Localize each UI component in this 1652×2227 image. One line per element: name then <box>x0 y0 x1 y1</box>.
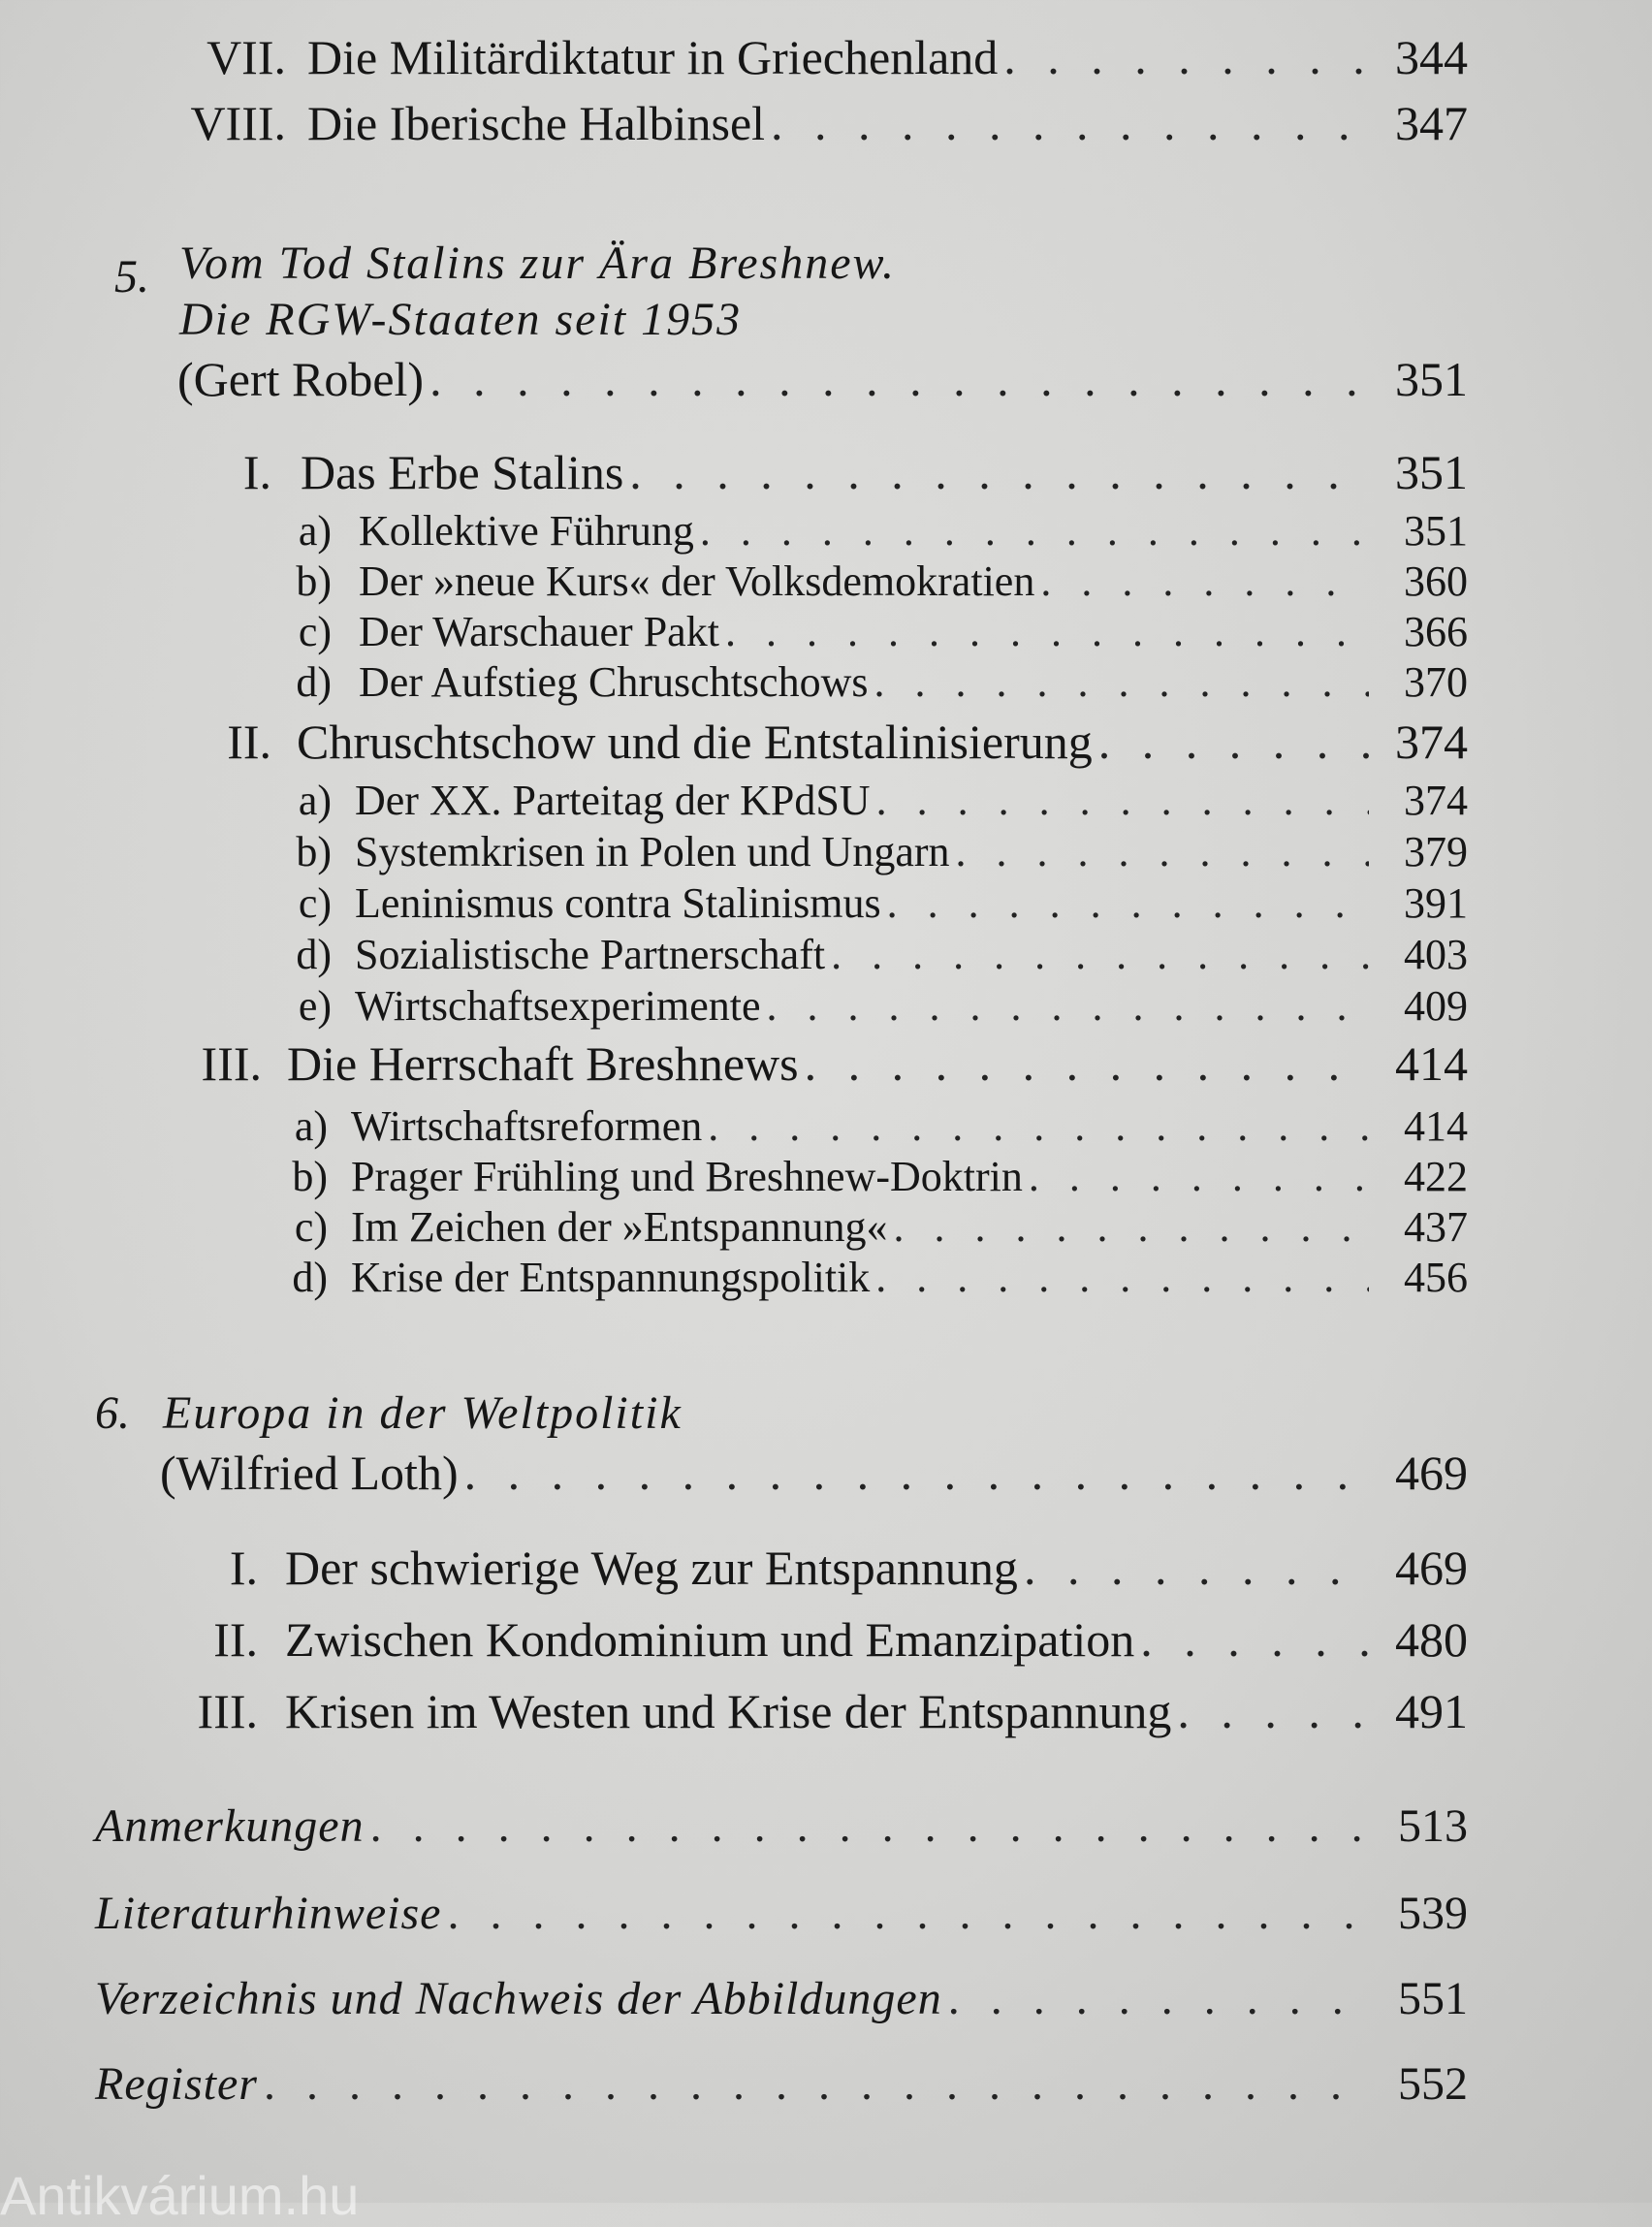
toc-subsection <box>291 827 1468 876</box>
subsection-letter: c) <box>298 608 332 655</box>
entry-number: VIII. <box>190 96 286 150</box>
toc-section <box>184 1683 1468 1739</box>
back-matter-page: 513 <box>1398 1800 1468 1852</box>
subsection-page: 437 <box>1404 1203 1468 1251</box>
subsection-letter: b) <box>296 828 332 875</box>
dot-leader <box>875 1253 1369 1302</box>
chapter-title: Europa in der Weltpolitik <box>163 1387 683 1439</box>
toc-subsection <box>291 557 1468 606</box>
dot-leader <box>264 2057 1369 2111</box>
toc-back-matter <box>95 1887 1468 1940</box>
section-page: 469 <box>1395 1541 1468 1595</box>
subsection-letter: b) <box>292 1153 328 1200</box>
subsection-letter: a) <box>298 777 332 824</box>
section-number: III. <box>201 1036 262 1091</box>
dot-leader <box>956 827 1369 876</box>
chapter-number: 6. <box>95 1387 130 1439</box>
entry-title: Die Iberische Halbinsel <box>307 96 766 150</box>
section-title: Der schwierige Weg zur Entspannung <box>285 1541 1018 1595</box>
watermark-text: Antikvárium.hu <box>0 2165 360 2226</box>
toc-subsection <box>287 1253 1468 1302</box>
back-matter-title: Verzeichnis und Nachweis der Abbildungen <box>95 1973 942 2024</box>
subsection-title: Im Zeichen der »Entspannung« <box>351 1203 888 1251</box>
section-page: 351 <box>1395 445 1468 499</box>
toc-subsection <box>291 981 1468 1031</box>
chapter-title-line1: Vom Tod Stalins zur Ära Breshnew. <box>179 238 896 289</box>
dot-leader <box>370 1799 1369 1853</box>
chapter-author: (Wilfried Loth) <box>160 1446 459 1500</box>
toc-subsection <box>291 607 1468 656</box>
back-matter-page: 539 <box>1398 1888 1468 1939</box>
toc-subsection <box>291 657 1468 707</box>
toc-section <box>184 1540 1468 1596</box>
subsection-title: Kollektive Führung <box>359 507 694 555</box>
subsection-letter: c) <box>298 879 332 927</box>
back-matter-title: Anmerkungen <box>95 1800 365 1852</box>
dot-leader <box>447 1887 1369 1940</box>
subsection-page: 422 <box>1404 1153 1468 1200</box>
subsection-page: 351 <box>1404 507 1468 555</box>
toc-subsection <box>287 1202 1468 1252</box>
subsection-title: Sozialistische Partnerschaft <box>355 931 826 978</box>
subsection-page: 409 <box>1404 982 1468 1030</box>
toc-subsection <box>291 930 1468 979</box>
toc-subsection <box>291 776 1468 825</box>
toc-section <box>184 444 1468 500</box>
section-title: Chruschtschow und die Entstalinisierung <box>297 715 1093 769</box>
entry-title: Die Militärdiktatur in Griechenland <box>307 30 999 84</box>
section-page: 414 <box>1395 1036 1468 1091</box>
subsection-page: 403 <box>1404 931 1468 978</box>
dot-leader <box>1140 1611 1369 1668</box>
subsection-page: 366 <box>1404 608 1468 655</box>
subsection-title: Wirtschaftsreformen <box>351 1102 703 1150</box>
toc-subsection <box>291 506 1468 556</box>
toc-subsection <box>291 878 1468 928</box>
dot-leader <box>876 776 1369 825</box>
dot-leader <box>767 981 1370 1031</box>
subsection-title: Prager Frühling und Breshnew-Doktrin <box>351 1153 1023 1200</box>
dot-leader <box>629 444 1369 500</box>
toc-back-matter <box>95 2057 1468 2111</box>
subsection-letter: c) <box>294 1203 328 1251</box>
entry-page: 469 <box>1395 1446 1468 1500</box>
subsection-page: 374 <box>1404 777 1468 824</box>
dot-leader <box>805 1035 1369 1092</box>
chapter-number: 5. <box>114 251 149 302</box>
toc-subsection <box>287 1152 1468 1201</box>
section-number: I. <box>229 1541 258 1595</box>
section-number: II. <box>227 715 271 769</box>
back-matter-page: 552 <box>1398 2058 1468 2110</box>
subsection-letter: d) <box>296 658 332 706</box>
section-title: Zwischen Kondominium und Emanzipation <box>285 1612 1135 1667</box>
subsection-title: Systemkrisen in Polen und Ungarn <box>355 828 950 875</box>
dot-leader <box>1177 1683 1369 1739</box>
subsection-title: Krise der Entspannungspolitik <box>351 1254 871 1301</box>
subsection-letter: d) <box>292 1254 328 1301</box>
subsection-page: 370 <box>1404 658 1468 706</box>
section-title: Krisen im Westen und Krise der Entspannung <box>285 1684 1172 1738</box>
back-matter-title: Literaturhinweise <box>95 1888 442 1939</box>
subsection-title: Wirtschaftsexperimente <box>355 982 761 1030</box>
dot-leader <box>771 95 1369 151</box>
section-title: Die Herrschaft Breshnews <box>287 1036 799 1091</box>
subsection-page: 391 <box>1404 879 1468 927</box>
toc-entry <box>184 95 1468 151</box>
dot-leader <box>1024 1540 1369 1596</box>
subsection-title: Der »neue Kurs« der Volksdemokratien <box>359 557 1035 605</box>
toc-section <box>184 714 1468 770</box>
dot-leader <box>700 506 1369 556</box>
dot-leader <box>894 1202 1369 1252</box>
dot-leader <box>831 930 1369 979</box>
section-page: 480 <box>1395 1612 1468 1667</box>
subsection-letter: b) <box>296 557 332 605</box>
entry-page: 347 <box>1395 96 1468 150</box>
section-number: I. <box>242 445 271 499</box>
back-matter-page: 551 <box>1398 1973 1468 2024</box>
section-page: 491 <box>1395 1684 1468 1738</box>
subsection-letter: a) <box>298 507 332 555</box>
toc-back-matter <box>95 1972 1468 2025</box>
subsection-title: Der XX. Parteitag der KPdSU <box>355 777 871 824</box>
dot-leader <box>725 607 1369 656</box>
dot-leader <box>1003 29 1369 85</box>
dot-leader <box>708 1101 1369 1151</box>
dot-leader <box>1040 557 1369 606</box>
section-number: II. <box>213 1612 258 1667</box>
dot-leader <box>874 657 1370 707</box>
section-number: III. <box>197 1684 258 1738</box>
toc-section <box>184 1611 1468 1668</box>
toc-section <box>184 1035 1468 1092</box>
dot-leader <box>429 351 1369 407</box>
dot-leader <box>887 878 1369 928</box>
subsection-page: 414 <box>1404 1102 1468 1150</box>
toc-subsection <box>287 1101 1468 1151</box>
section-page: 374 <box>1395 715 1468 769</box>
chapter-title-line2: Die RGW-Staaten seit 1953 <box>179 294 743 345</box>
dot-leader <box>464 1445 1369 1501</box>
entry-page: 351 <box>1395 352 1468 406</box>
entry-number: VII. <box>206 30 286 84</box>
subsection-page: 360 <box>1404 557 1468 605</box>
chapter-author-entry <box>177 351 1468 407</box>
subsection-letter: d) <box>296 931 332 978</box>
subsection-title: Leninismus contra Stalinismus <box>355 879 881 927</box>
subsection-title: Der Warschauer Pakt <box>359 608 719 655</box>
dot-leader <box>948 1972 1369 2025</box>
subsection-letter: e) <box>298 982 332 1030</box>
toc-back-matter <box>95 1799 1468 1853</box>
chapter-author: (Gert Robel) <box>177 352 425 406</box>
back-matter-title: Register <box>95 2058 258 2110</box>
entry-page: 344 <box>1395 30 1468 84</box>
dot-leader <box>1098 714 1369 770</box>
subsection-title: Der Aufstieg Chruschtschows <box>359 658 869 706</box>
section-title: Das Erbe Stalins <box>301 445 624 499</box>
subsection-letter: a) <box>294 1102 328 1150</box>
dot-leader <box>1029 1152 1369 1201</box>
chapter-author-entry <box>160 1445 1468 1501</box>
toc-entry <box>184 29 1468 85</box>
subsection-page: 456 <box>1404 1254 1468 1301</box>
subsection-page: 379 <box>1404 828 1468 875</box>
